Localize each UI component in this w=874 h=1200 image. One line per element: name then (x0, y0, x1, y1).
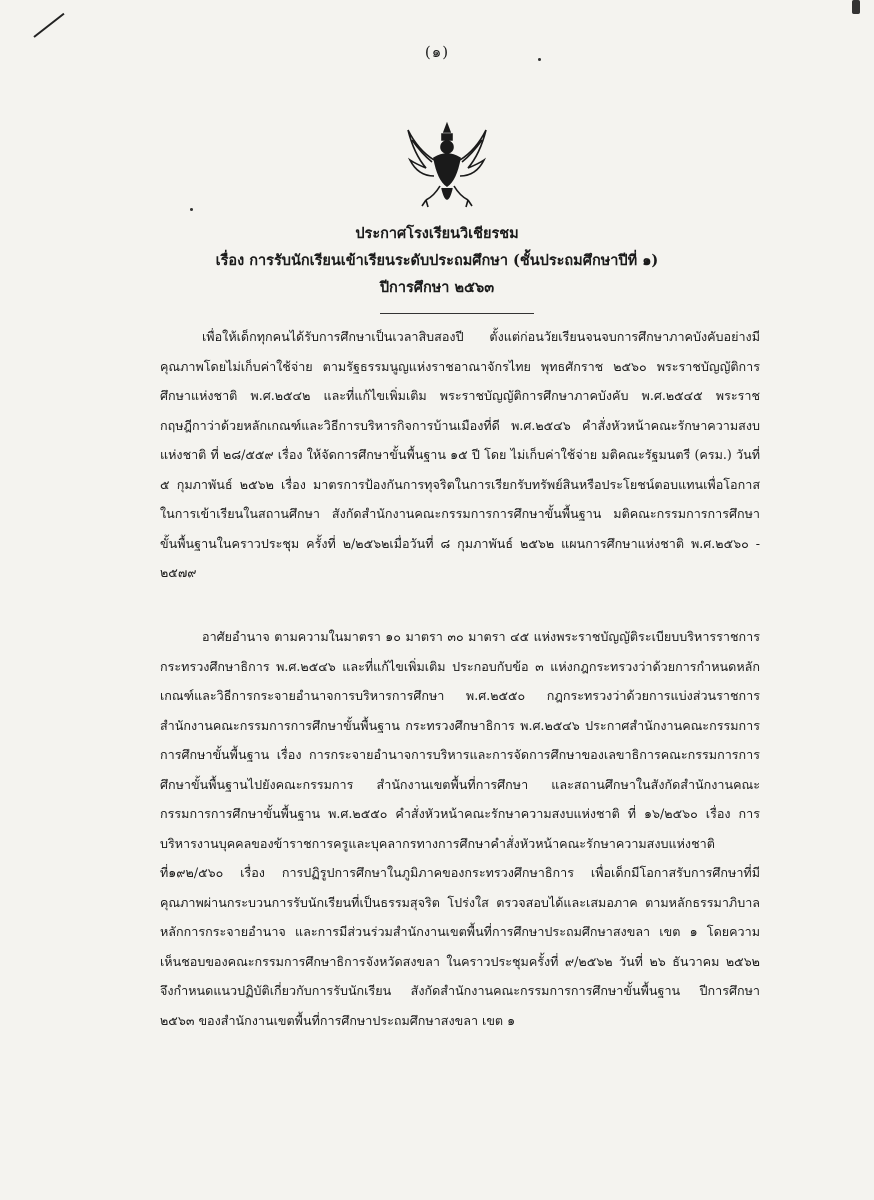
announcement-subject: เรื่อง การรับนักเรียนเข้าเรียนระดับประถมศึกษา (ชั้นประถมศึกษาปีที่ ๑) (215, 252, 659, 269)
page-number: (๑) (424, 43, 450, 61)
pen-mark (33, 13, 64, 38)
academic-year: ปีการศึกษา ๒๕๖๓ (379, 279, 495, 296)
title-divider (380, 313, 534, 314)
scan-speck (190, 208, 193, 211)
announcement-title: ประกาศโรงเรียนวิเชียรชม (355, 225, 519, 242)
corner-mark (852, 0, 860, 14)
announcement-header (0, 220, 874, 301)
body-paragraph-1: เพื่อให้เด็กทุกคนได้รับการศึกษาเป็นเวลาสิบสองปี ตั้งแต่ก่อนวัยเรียนจนจบการศึกษาภาคบังคับอย่างมีคุณภาพโดยไม่เก็บค่าใช้จ่าย ตามรัฐธรรมนูญแห่งราชอาณาจักรไทย พุทธศักราช ๒๕๖๐ พระราชบัญญัติการศึกษาแห่งชาติ พ.ศ.๒๕๔๒ และที่แก้ไขเพิ่มเติม พระราชบัญญัติการศึกษาภาคบังคับ พ.ศ.๒๕๔๕ พระราชกฤษฎีกาว่าด้วยหลักเกณฑ์และวิธีการบริหารกิจการบ้านเมืองที่ดี พ.ศ.๒๕๔๖ คำสั่งหัวหน้าคณะรักษาความสงบแห่งชาติ ที่ ๒๘/๕๕๙ เรื่อง ให้จัดการศึกษาขั้นพื้นฐาน ๑๕ ปี โดย ไม่เก็บค่าใช้จ่าย มติคณะรัฐมนตรี (ครม.) วันที่ ๕ กุมภาพันธ์ ๒๕๖๒ เรื่อง มาตรการป้องกันการทุจริตในการเรียกรับทรัพย์สินหรือประโยชน์ตอบแทนเพื่อโอกาสในการเข้าเรียนในสถานศึกษา สังกัดสำนักงานคณะกรรมการการศึกษาขั้นพื้นฐาน มติคณะกรรมการการศึกษาขั้นพื้นฐานในคราวประชุม ครั้งที่ ๒/๒๕๖๒เมื่อวันที่ ๘ กุมภาพันธ์ ๒๕๖๒ แผนการศึกษาแห่งชาติ พ.ศ.๒๕๖๐ - ๒๕๗๙ (160, 329, 760, 580)
body-paragraph-2: อาศัยอำนาจ ตามความในมาตรา ๑๐ มาตรา ๓๐ มาตรา ๔๕ แห่งพระราชบัญญัติระเบียบบริหารราชการกระทรวงศึกษาธิการ พ.ศ.๒๕๔๖ และที่แก้ไขเพิ่มเติม ประกอบกับข้อ ๓ แห่งกฎกระทรวงว่าด้วยการกำหนดหลักเกณฑ์และวิธีการกระจายอำนาจการบริหารการศึกษา พ.ศ.๒๕๕๐ กฎกระทรวงว่าด้วยการแบ่งส่วนราชการ สำนักงานคณะกรรมการการศึกษาขั้นพื้นฐาน กระทรวงศึกษาธิการ พ.ศ.๒๕๔๖ ประกาศสำนักงานคณะกรรมการการศึกษาขั้นพื้นฐาน เรื่อง การกระจายอำนาจการบริหารและการจัดการศึกษาของเลขาธิการคณะกรรมการการศึกษาขั้นพื้นฐานไปยังคณะกรรมการ สำนักงานเขตพื้นที่การศึกษา และสถานศึกษาในสังกัดสำนักงานคณะกรรมการการศึกษาขั้นพื้นฐาน พ.ศ.๒๕๕๐ คำสั่งหัวหน้าคณะรักษาความสงบแห่งชาติ ที่ ๑๖/๒๕๖๐ เรื่อง การบริหารงานบุคคลของข้าราชการครูและบุคลากรทางการศึกษาคำสั่งหัวหน้าคณะรักษาความสงบแห่งชาติ ที่๑๙๒/๕๖๐ เรื่อง การปฏิรูปการศึกษาในภูมิภาคของกระทรวงศึกษาธิการ เพื่อเด็กมีโอกาสรับการศึกษาที่มีคุณภาพผ่านกระบวนการรับนักเรียนที่เป็นธรรมสุจริต โปร่งใส ตรวจสอบได้และเสมอภาค ตามหลักธรรมาภิบาล หลักการกระจายอำนาจ และการมีส่วนร่วมสำนักงานเขตพื้นที่การศึกษาประถมศึกษาสงขลา เขต ๑ โดยความเห็นชอบของคณะกรรมการศึกษาธิการจังหวัดสงขลา ในคราวประชุมครั้งที่ ๙/๒๕๖๒ วันที่ ๒๖ ธันวาคม ๒๕๖๒ จึงกำหนดแนวปฏิบัติเกี่ยวกับการรับนักเรียน สังกัดสำนักงานคณะกรรมการการศึกษาขั้นพื้นฐาน ปีการศึกษา ๒๕๖๓ ของสำนักงานเขตพื้นที่การศึกษาประถมศึกษาสงขลา เขต ๑ (160, 629, 760, 1028)
garuda-emblem-icon (404, 120, 490, 216)
